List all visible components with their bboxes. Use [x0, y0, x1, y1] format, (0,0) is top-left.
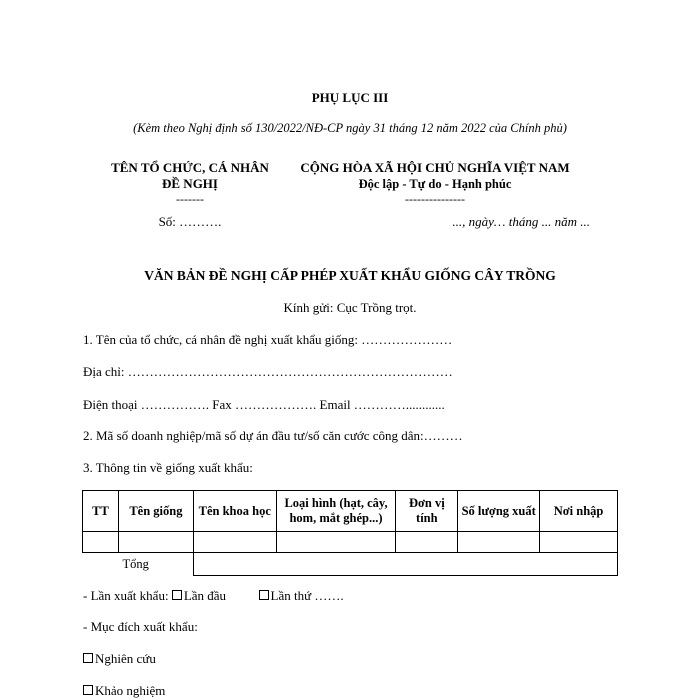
header-scientific-name: Tên khoa học — [193, 491, 276, 532]
contact-line: Điện thoại ……………. Fax ………………. Email …………............ — [83, 397, 445, 412]
date-line: ..., ngày… tháng ... năm ... — [452, 214, 590, 229]
table-cell — [276, 532, 396, 553]
table-cell — [83, 532, 119, 553]
export-times-label: - Lần xuất khẩu: — [83, 588, 169, 603]
header-import-place: Nơi nhập — [540, 491, 618, 532]
table-cell — [458, 532, 540, 553]
total-label: Tổng — [83, 553, 194, 576]
nation-name: CỘNG HÒA XÃ HỘI CHỦ NGHĨA VIỆT NAM — [300, 160, 570, 175]
table-cell — [118, 532, 193, 553]
variety-info-heading: 3. Thông tin về giống xuất khẩu: — [83, 460, 253, 475]
header-variety-name: Tên giống — [118, 491, 193, 532]
header-quantity: Số lượng xuất — [458, 491, 540, 532]
export-times-line — [83, 588, 344, 604]
appendix-subtitle: (Kèm theo Nghị định số 130/2022/NĐ-CP ngày 31 tháng 12 năm 2022 của Chính phủ) — [133, 121, 567, 135]
organization-name-line2: ĐỀ NGHỊ — [162, 176, 218, 191]
nation-motto: Độc lập - Tự do - Hạnh phúc — [358, 177, 512, 191]
business-code-line: 2. Mã số doanh nghiệp/mã số dự án đầu tư/số căn cước công dân:……… — [83, 428, 463, 443]
organization-header — [80, 160, 300, 192]
national-divider: --------------- — [405, 192, 465, 206]
organization-name-line1: TÊN TỔ CHỨC, CÁ NHÂN — [111, 160, 269, 175]
applicant-name-line: 1. Tên của tổ chức, cá nhân đề nghị xuất khẩu giống: ………………… — [83, 332, 453, 347]
research-option — [83, 651, 156, 667]
appendix-title: PHỤ LỤC III — [311, 90, 389, 105]
variety-table — [82, 490, 618, 576]
address-line: Địa chỉ: ………………………………………………………………… — [83, 364, 453, 379]
research-checkbox[interactable] — [83, 653, 93, 663]
first-time-label: Lần đầu — [183, 588, 227, 603]
recipient-line: Kính gửi: Cục Trồng trọt. — [283, 300, 417, 315]
national-header — [280, 160, 590, 192]
nth-time-checkbox[interactable] — [259, 590, 269, 600]
table-cell — [540, 532, 618, 553]
testing-checkbox[interactable] — [83, 685, 93, 695]
table-header-row — [83, 491, 618, 532]
document-title: VĂN BẢN ĐỀ NGHỊ CẤP PHÉP XUẤT KHẨU GIỐNG CÂY TRỒNG — [144, 268, 556, 283]
table-total-row — [83, 553, 618, 576]
table-cell — [396, 532, 458, 553]
header-tt: TT — [83, 491, 119, 532]
total-value-cell — [193, 553, 617, 576]
organization-divider: ------- — [176, 192, 204, 206]
first-time-checkbox[interactable] — [172, 590, 182, 600]
table-row — [83, 532, 618, 553]
research-label: Nghiên cứu — [95, 651, 156, 666]
table-cell — [193, 532, 276, 553]
testing-option — [83, 683, 165, 699]
document-number: Số: ………. — [158, 214, 222, 229]
testing-label: Khảo nghiệm — [95, 683, 166, 698]
nth-time-label: Lần thứ ……. — [270, 588, 344, 603]
header-unit: Đơn vị tính — [396, 491, 458, 532]
header-type: Loại hình (hạt, cây, hom, mắt ghép...) — [276, 491, 396, 532]
export-purpose-label: - Mục đích xuất khẩu: — [83, 619, 198, 634]
